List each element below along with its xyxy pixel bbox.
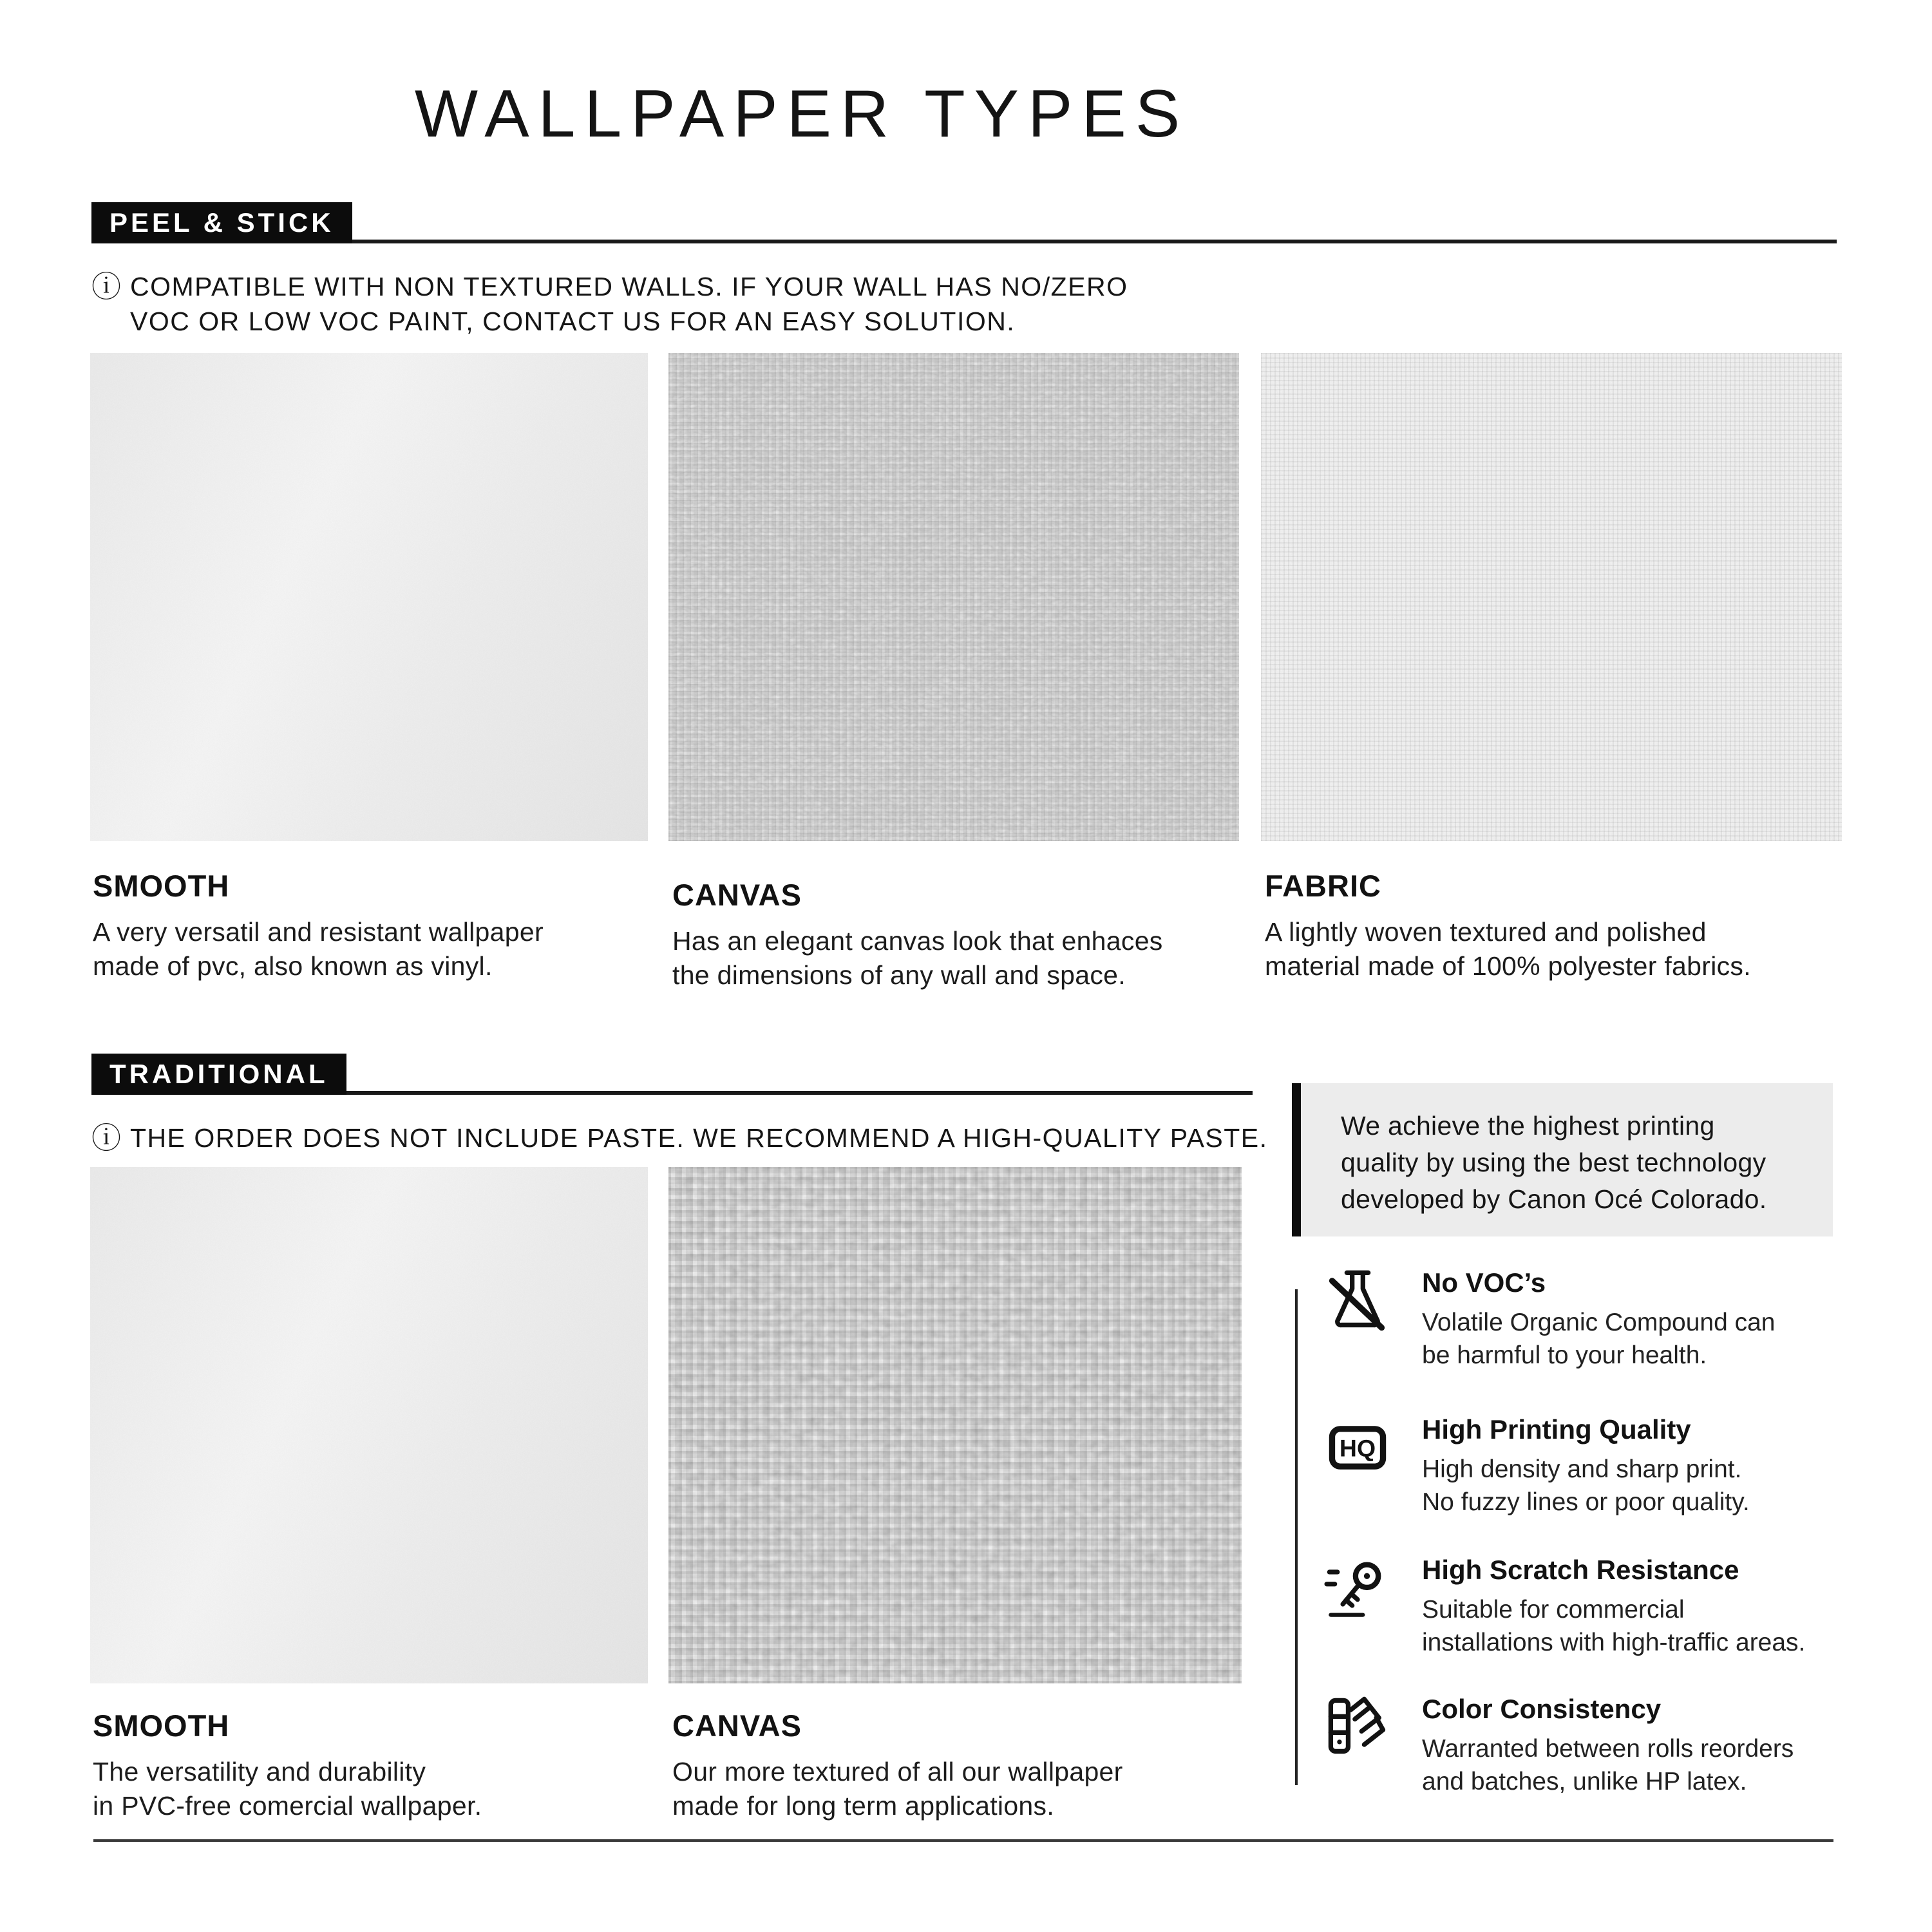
page-title: WALLPAPER TYPES — [414, 77, 1189, 151]
type-label-smooth-traditional — [93, 1708, 482, 1823]
feature-text — [1422, 1267, 1776, 1372]
peel-stick-fabric-texture-sample — [1261, 353, 1842, 841]
quote-line: We achieve the highest printing — [1341, 1111, 1715, 1141]
traditional-note — [91, 1121, 1268, 1155]
type-desc — [672, 924, 1163, 992]
color-swatches-icon — [1324, 1694, 1391, 1761]
info-icon: ⓘ — [91, 1121, 121, 1155]
type-desc-line: the dimensions of any wall and space. — [672, 960, 1126, 990]
feature-desc-line: High density and sharp print. — [1422, 1455, 1742, 1483]
type-label-canvas — [672, 877, 1163, 992]
feature-high-scratch-resistance — [1324, 1555, 1805, 1659]
type-desc — [1265, 915, 1751, 983]
quote-line: developed by Canon Océ Colorado. — [1341, 1184, 1767, 1214]
type-desc-line: in PVC-free comercial wallpaper. — [93, 1791, 482, 1821]
feature-desc-line: No fuzzy lines or poor quality. — [1422, 1488, 1750, 1516]
traditional-smooth-texture-sample — [90, 1167, 648, 1683]
feature-text — [1422, 1694, 1794, 1798]
peel-stick-section-rule — [91, 240, 1837, 243]
type-desc-line: The versatility and durability — [93, 1757, 426, 1786]
feature-desc — [1422, 1306, 1776, 1372]
note-line: COMPATIBLE WITH NON TEXTURED WALLS. IF YOUR WALL HAS NO/ZERO — [130, 272, 1128, 301]
feature-title: No VOC’s — [1422, 1267, 1546, 1298]
feature-desc — [1422, 1453, 1750, 1519]
bottom-separator-line — [93, 1839, 1833, 1842]
type-desc-line: Has an elegant canvas look that enhaces — [672, 926, 1163, 956]
type-name: FABRIC — [1265, 869, 1381, 903]
feature-desc — [1422, 1593, 1805, 1659]
type-desc-line: made for long term applications. — [672, 1791, 1055, 1821]
feature-desc-line: Volatile Organic Compound can — [1422, 1309, 1776, 1336]
feature-text — [1422, 1414, 1750, 1519]
hq-badge-icon — [1324, 1414, 1391, 1481]
type-desc — [672, 1755, 1123, 1823]
feature-desc-line: Warranted between rolls reorders — [1422, 1735, 1794, 1763]
hq-icon-text: HQ — [1339, 1434, 1376, 1462]
peel-stick-smooth-texture-sample — [90, 353, 648, 841]
peel-stick-canvas-texture-sample — [668, 353, 1239, 841]
type-label-canvas-traditional — [672, 1708, 1123, 1823]
quote-line: quality by using the best technology — [1341, 1148, 1766, 1177]
printing-quality-quote — [1301, 1083, 1833, 1236]
type-desc-line: A very versatil and resistant wallpaper — [93, 917, 544, 947]
type-desc-line: Our more textured of all our wallpaper — [672, 1757, 1123, 1786]
type-name: CANVAS — [672, 878, 802, 912]
traditional-canvas-texture-sample — [668, 1167, 1242, 1683]
smooth-noise-overlay — [90, 1167, 648, 1683]
feature-title: High Printing Quality — [1422, 1414, 1691, 1444]
rough-noise-overlay — [668, 1167, 1242, 1683]
feature-title: Color Consistency — [1422, 1694, 1662, 1724]
feature-desc-line: Suitable for commercial — [1422, 1596, 1685, 1624]
note-line: THE ORDER DOES NOT INCLUDE PASTE. WE RECOMMEND A HIGH-QUALITY PASTE. — [130, 1123, 1268, 1153]
smooth-noise-overlay — [90, 353, 648, 841]
type-desc — [93, 1755, 482, 1823]
type-label-smooth — [93, 868, 544, 983]
peel-stick-note — [91, 269, 1128, 339]
feature-title: High Scratch Resistance — [1422, 1555, 1739, 1585]
no-voc-flask-icon — [1324, 1267, 1391, 1334]
feature-desc-line: and batches, unlike HP latex. — [1422, 1768, 1747, 1795]
type-name: SMOOTH — [93, 869, 230, 903]
info-icon: ⓘ — [91, 270, 121, 303]
feature-no-vocs — [1324, 1267, 1776, 1372]
feature-text — [1422, 1555, 1805, 1659]
note-line: VOC OR LOW VOC PAINT, CONTACT US FOR AN EASY SOLUTION. — [130, 307, 1016, 336]
section-badge-traditional: TRADITIONAL — [91, 1054, 346, 1095]
feature-desc-line: installations with high-traffic areas. — [1422, 1629, 1806, 1656]
feature-high-printing-quality — [1324, 1414, 1750, 1519]
canvas-noise-overlay — [668, 353, 1239, 841]
scratch-key-icon — [1324, 1555, 1391, 1622]
type-desc — [93, 915, 544, 983]
quote-accent-bar — [1292, 1083, 1301, 1236]
feature-desc-line: be harmful to your health. — [1422, 1341, 1707, 1369]
type-label-fabric — [1265, 868, 1751, 983]
feature-color-consistency — [1324, 1694, 1794, 1798]
type-desc-line: made of pvc, also known as vinyl. — [93, 951, 493, 981]
type-name: CANVAS — [672, 1709, 802, 1743]
features-divider-line — [1295, 1289, 1298, 1785]
traditional-note-text — [130, 1121, 1268, 1155]
section-badge-peel-stick: PEEL & STICK — [91, 202, 352, 243]
fabric-noise-overlay — [1261, 353, 1842, 841]
type-desc-line: material made of 100% polyester fabrics. — [1265, 951, 1751, 981]
peel-stick-note-text — [130, 269, 1128, 339]
feature-desc — [1422, 1732, 1794, 1798]
type-name: SMOOTH — [93, 1709, 230, 1743]
type-desc-line: A lightly woven textured and polished — [1265, 917, 1707, 947]
